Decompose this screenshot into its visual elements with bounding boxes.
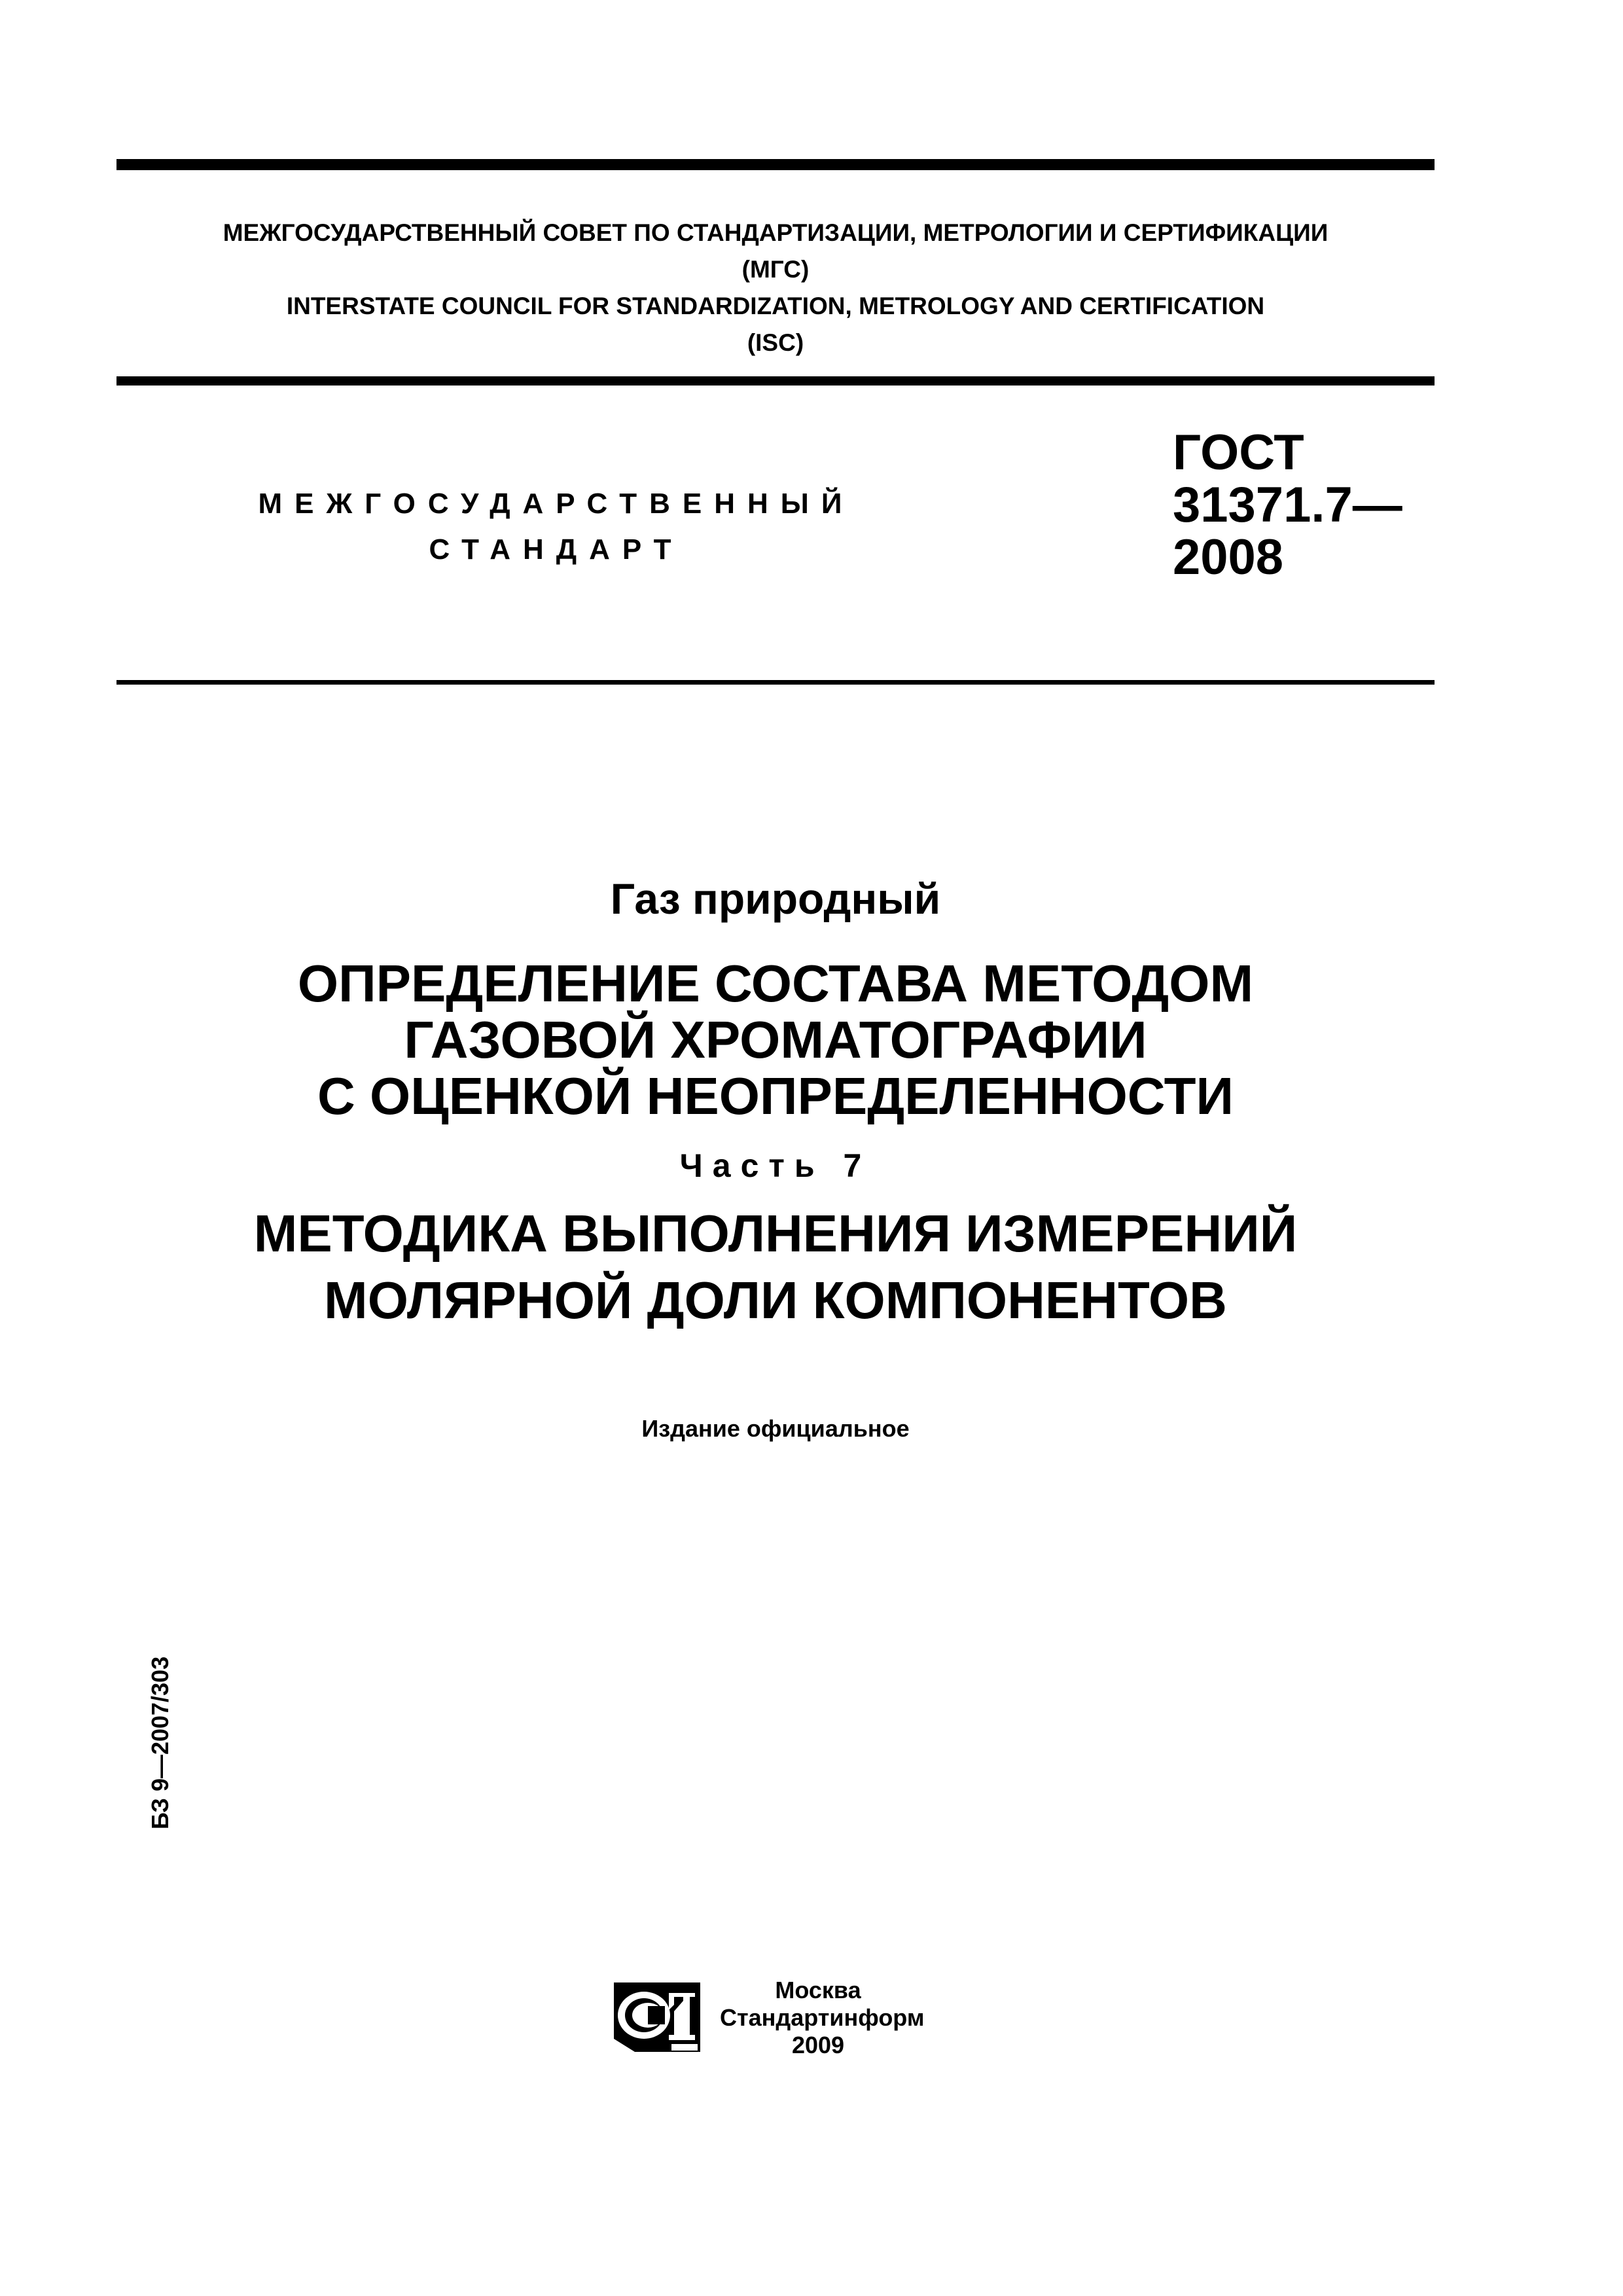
council-abbr-en: (ISC) — [747, 329, 804, 356]
main-title-line: ОПРЕДЕЛЕНИЕ СОСТАВА МЕТОДОМ — [297, 954, 1254, 1013]
council-header — [116, 215, 1435, 361]
publisher-name: Стандартинформ — [720, 2004, 925, 2031]
part-title-line: МОЛЯРНОЙ ДОЛИ КОМПОНЕНТОВ — [324, 1271, 1227, 1329]
standard-type — [229, 481, 883, 573]
main-title-line: С ОЦЕНКОЙ НЕОПРЕДЕЛЕННОСТИ — [317, 1067, 1234, 1125]
publisher-year: 2009 — [791, 2032, 845, 2058]
publisher-city: Москва — [775, 1977, 861, 2003]
designation-prefix: ГОСТ — [1173, 425, 1304, 480]
main-title-line: ГАЗОВОЙ ХРОМАТОГРАФИИ — [404, 1011, 1147, 1069]
main-title — [116, 956, 1435, 1124]
title-block — [116, 869, 1435, 1445]
council-divider-rule — [116, 376, 1435, 386]
part-title — [116, 1200, 1435, 1334]
designation-number: 31371.7— — [1173, 477, 1402, 533]
council-abbr-ru: (МГС) — [741, 256, 810, 283]
publisher-block — [720, 1977, 925, 2059]
council-name-en: INTERSTATE COUNCIL FOR STANDARDIZATION, METROLOGY AND CERTIFICATION — [286, 293, 1265, 319]
standard-type-line2: СТАНДАРТ — [429, 533, 684, 565]
title-subject: Газ природный — [610, 874, 941, 923]
part-label: Часть 7 — [679, 1147, 872, 1184]
standard-designation — [1173, 427, 1402, 584]
council-name-ru: МЕЖГОСУДАРСТВЕННЫЙ СОВЕТ ПО СТАНДАРТИЗАЦИИ, МЕТРОЛОГИИ И СЕРТИФИКАЦИИ — [223, 219, 1329, 246]
edition-note: Издание официальное — [641, 1415, 910, 1442]
top-thick-rule — [116, 159, 1435, 170]
standard-type-line1: МЕЖГОСУДАРСТВЕННЫЙ — [258, 488, 855, 520]
side-registration-code: БЗ 9—2007/303 — [147, 1656, 173, 1829]
designation-year: 2008 — [1173, 529, 1284, 585]
standartinform-logo-icon — [609, 1979, 705, 2056]
header-bottom-rule — [116, 680, 1435, 685]
part-title-line: МЕТОДИКА ВЫПОЛНЕНИЯ ИЗМЕРЕНИЙ — [253, 1204, 1298, 1263]
